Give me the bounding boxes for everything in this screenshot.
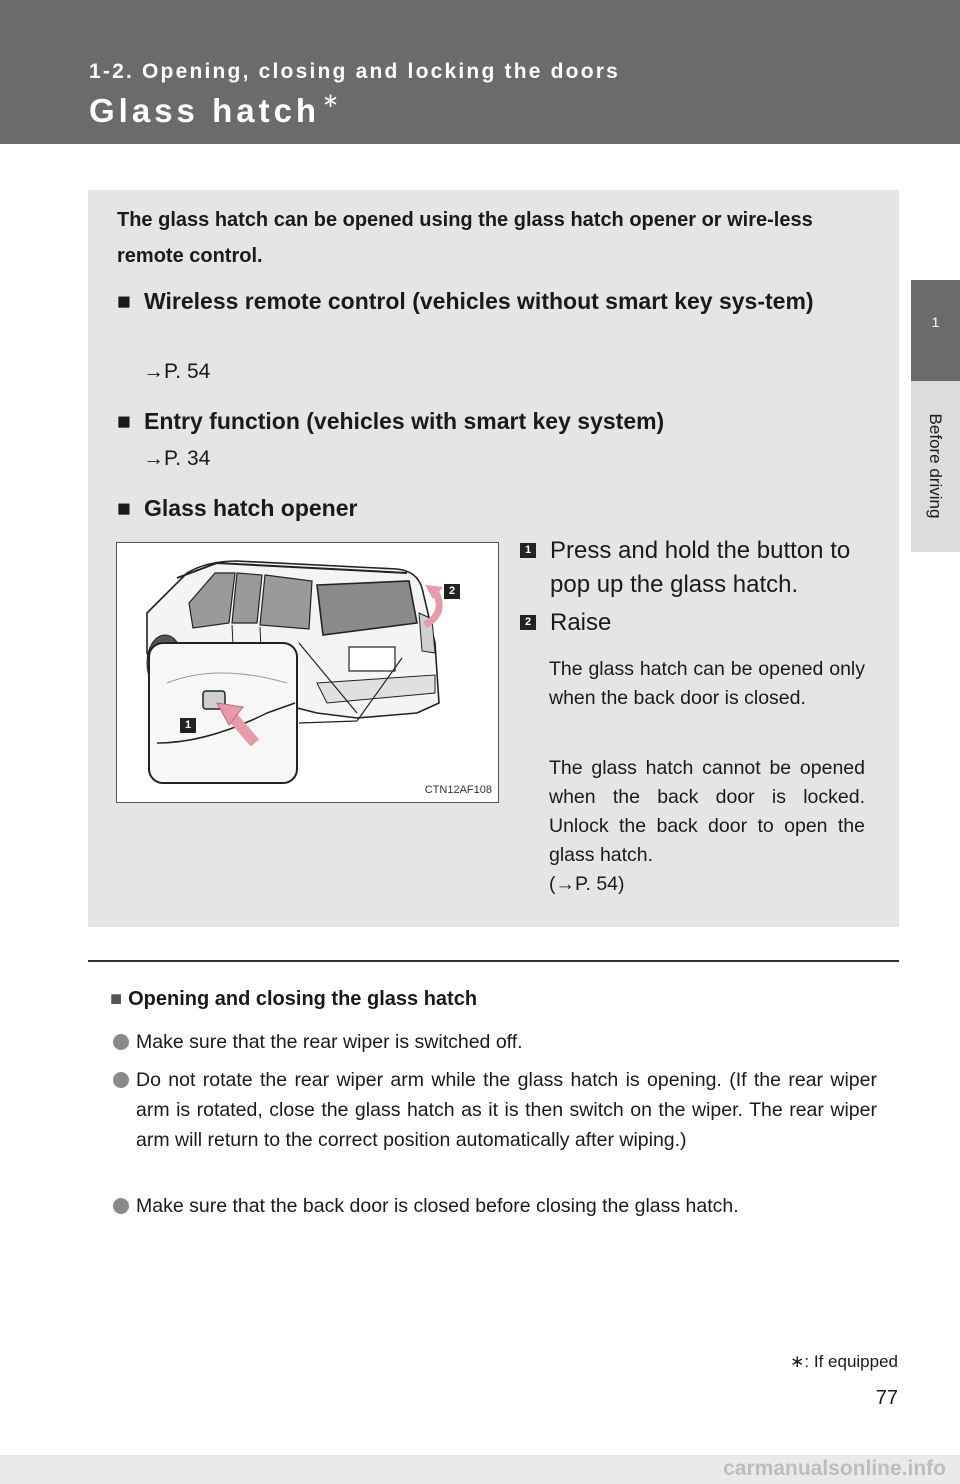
page-number: 77 bbox=[875, 1387, 898, 1409]
square-bullet-icon: ■ bbox=[117, 288, 131, 314]
heading-text: Entry function (vehicles with smart key system) bbox=[144, 408, 665, 434]
figure-code: CTN12AF108 bbox=[424, 784, 492, 796]
list-item-text: Do not rotate the rear wiper arm while the glass hatch is opening. (If the rear wiper arm is rotated, close the glass hatch as it is then switch on the wiper. The rear wiper arm will return to the correct position automatically after wiping.) bbox=[136, 1069, 877, 1151]
bullet-dot-icon bbox=[113, 1072, 129, 1088]
step-number-badge: 1 bbox=[520, 543, 536, 558]
list-item bbox=[113, 1191, 877, 1221]
heading-wireless-remote bbox=[117, 284, 867, 318]
callout-1-badge: 1 bbox=[180, 718, 196, 733]
list-item-text: Make sure that the rear wiper is switched off. bbox=[136, 1031, 523, 1053]
section-title: 1-2. Opening, closing and locking the doors bbox=[89, 60, 620, 83]
chapter-number: 1 bbox=[931, 314, 940, 330]
bullet-dot-icon bbox=[113, 1198, 129, 1214]
chapter-label: Before driving bbox=[926, 413, 945, 519]
vehicle-illustration bbox=[116, 542, 499, 803]
watermark-bar bbox=[0, 1455, 960, 1484]
step-number-badge: 2 bbox=[520, 615, 536, 630]
list-item bbox=[113, 1027, 877, 1057]
note-paragraph: The glass hatch can be opened only when the back door is closed. bbox=[549, 658, 865, 709]
page-title-text: Glass hatch bbox=[89, 92, 321, 129]
step-2 bbox=[520, 606, 870, 640]
heading-entry-function bbox=[117, 404, 664, 438]
note-reference: (→P. 54) bbox=[549, 873, 625, 895]
square-bullet-icon: ■ bbox=[110, 988, 123, 1010]
vehicle-drawing bbox=[117, 543, 499, 803]
chapter-tab-label bbox=[911, 381, 960, 552]
heading-text: Wireless remote control (vehicles without smart key sys-tem) bbox=[144, 288, 814, 314]
subsection-heading-text: Opening and closing the glass hatch bbox=[128, 988, 478, 1010]
list-item bbox=[113, 1065, 877, 1155]
bullet-dot-icon bbox=[113, 1034, 129, 1050]
callout-2-badge: 2 bbox=[444, 584, 460, 599]
note-paragraph: The glass hatch cannot be opened when the back door is locked. Unlock the back door to open the glass hatch. bbox=[549, 757, 865, 866]
subsection-heading bbox=[110, 988, 477, 1011]
heading-text: Glass hatch opener bbox=[144, 495, 358, 521]
if-equipped-mark: ∗ bbox=[322, 90, 339, 112]
watermark-text: carmanualsonline.info bbox=[723, 1457, 946, 1480]
step-text: Raise bbox=[550, 609, 612, 636]
divider bbox=[88, 960, 899, 962]
page-title bbox=[89, 92, 339, 130]
step-text: Press and hold the button to pop up the glass hatch. bbox=[550, 537, 851, 598]
page-header bbox=[0, 0, 960, 144]
intro-text: The glass hatch can be opened using the glass hatch opener or wire-less remote control. bbox=[117, 209, 813, 267]
heading-glass-hatch-opener bbox=[117, 491, 357, 525]
square-bullet-icon: ■ bbox=[117, 495, 131, 521]
page-reference: →P. 54 bbox=[143, 360, 211, 383]
chapter-tab-number bbox=[911, 280, 960, 381]
step-1 bbox=[520, 534, 870, 604]
list-item-text: Make sure that the back door is closed before closing the glass hatch. bbox=[136, 1195, 739, 1217]
footnote: ∗: If equipped bbox=[790, 1352, 898, 1371]
square-bullet-icon: ■ bbox=[117, 408, 131, 434]
page-reference: →P. 34 bbox=[143, 447, 211, 470]
